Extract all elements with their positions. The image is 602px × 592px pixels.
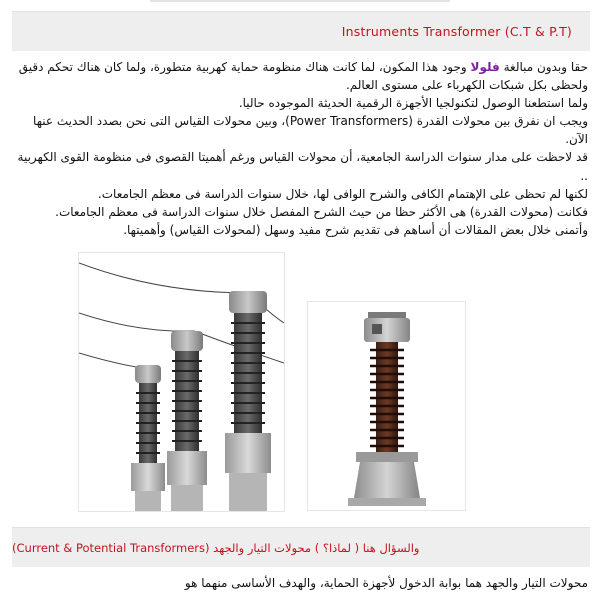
paragraph-2: ولما استطعنا الوصول لتكنولجيا الأجهزة الرقمية الحديثة الموجوده حاليا. bbox=[238, 96, 588, 111]
paragraph-6: فكانت (محولات القدرة) هى الأكثر حظا من حيث الشرح المفصل خلال سنوات الدراسة فى معظم الجامعات. bbox=[55, 204, 588, 219]
brand-link[interactable]: فلولا bbox=[470, 60, 500, 74]
paragraph-5: لكنها لم تحظى على الإهتمام الكافى والشرح الوافى لها، خلال سنوات الدراسة فى معظم الجامعات. bbox=[97, 186, 588, 201]
paragraph-1-rest: وجود هذا المكون، لما كانت هناك منظومة حماية كهربية متطورة، ولما كان هناك تحكم دقيق ولحظى بكل شبكات الكهرباء على مستوى العالم. bbox=[18, 60, 588, 93]
section-header-2 bbox=[12, 527, 590, 567]
paragraph-4: قد لاحظت على مدار سنوات الدراسة الجامعية، أن محولات القياس ورغم أهميتا القصوى فى منظومة القوى الكهربية .. bbox=[17, 150, 588, 183]
paragraph-7: وأتمنى خلال بعض المقالات أن أساهم فى تقديم شرح مفيد وسهل (لمحولات القياس) وأهميتها. bbox=[123, 222, 588, 237]
three-transformers-image bbox=[79, 253, 284, 511]
section-title-2: والسؤال هنا ( لماذا؟ ) محولات التيار والجهد (Current & Potential Transformers) bbox=[12, 540, 420, 555]
transformers-photo-left bbox=[78, 252, 285, 512]
paragraph-1 bbox=[14, 58, 588, 94]
top-divider bbox=[150, 0, 450, 2]
paragraph-3: ويجب ان نفرق بين محولات القدرة (Power Transformers)، وبين محولات القياس التى نحن بصدد الحديث عنها الآن. bbox=[33, 114, 588, 147]
transformer-photo-right bbox=[307, 301, 466, 511]
single-transformer-image bbox=[308, 302, 465, 510]
bottom-paragraph: محولات التيار والجهد هما بوابة الدخول لأجهزة الحماية، والهدف الأساسى منهما هو bbox=[184, 576, 588, 590]
article-body bbox=[14, 58, 588, 239]
section-title: Instruments Transformer (C.T & P.T) bbox=[341, 24, 572, 39]
section-header bbox=[12, 11, 590, 51]
paragraph-1-start: حقا وبدون مبالغة bbox=[503, 60, 588, 74]
